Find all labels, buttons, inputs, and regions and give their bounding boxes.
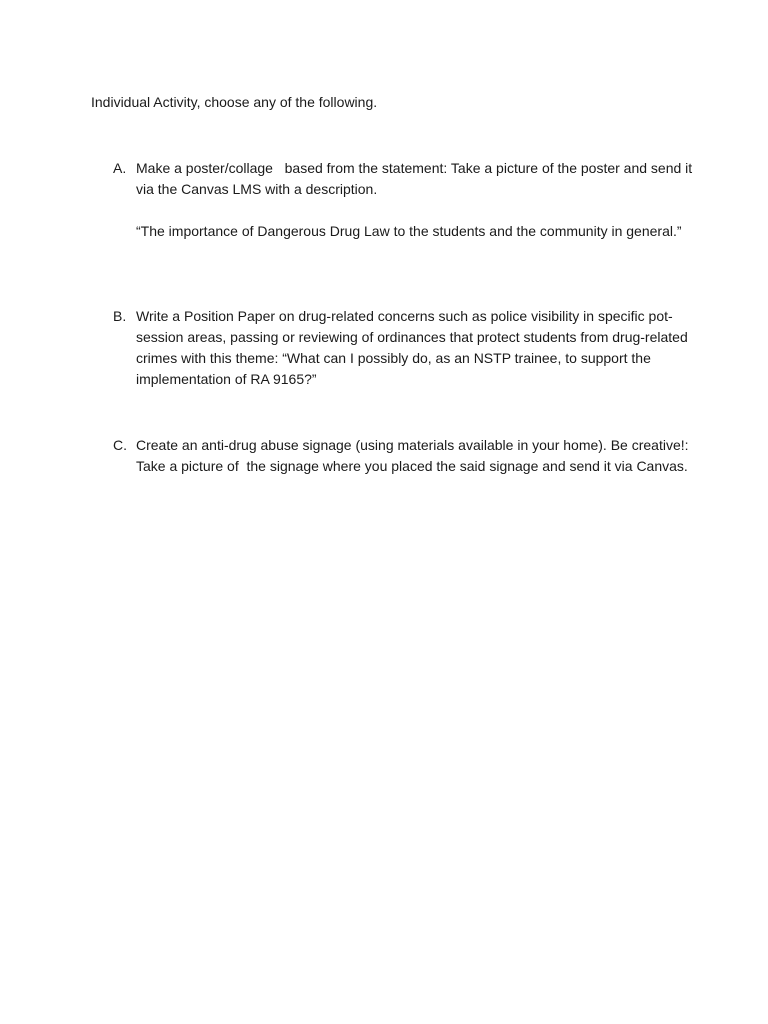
- list-item-a: [113, 158, 697, 242]
- list-item-c-body: [136, 435, 693, 477]
- intro-text: Individual Activity, choose any of the following.: [91, 94, 378, 110]
- list-item-c: [113, 435, 693, 477]
- list-item-b-text: Write a Position Paper on drug-related concerns such as police visibility in specific pot-session areas, passing or reviewing of ordinances that protect students from drug-related crimes with this theme: “What can I possibly do, as an NSTP trainee, to support the implementation of RA 9165?”: [136, 308, 692, 387]
- list-item-b: [113, 306, 693, 390]
- list-item-a-text: Make a poster/collage based from the statement: Take a picture of the poster and send it via the Canvas LMS with a description.: [136, 160, 697, 197]
- list-item-b-body: [136, 306, 693, 390]
- list-marker-c: C.: [113, 437, 127, 453]
- list-item-a-quote: “The importance of Dangerous Drug Law to the students and the community in general.”: [136, 223, 682, 239]
- list-marker-a: A.: [113, 160, 127, 176]
- list-item-c-text: Create an anti-drug abuse signage (using materials available in your home). Be creative!: Take a picture of the signage where you placed the said signage and send it via Canvas.: [136, 437, 693, 474]
- list-item-a-body: [136, 158, 697, 242]
- list-marker-b: B.: [113, 308, 127, 324]
